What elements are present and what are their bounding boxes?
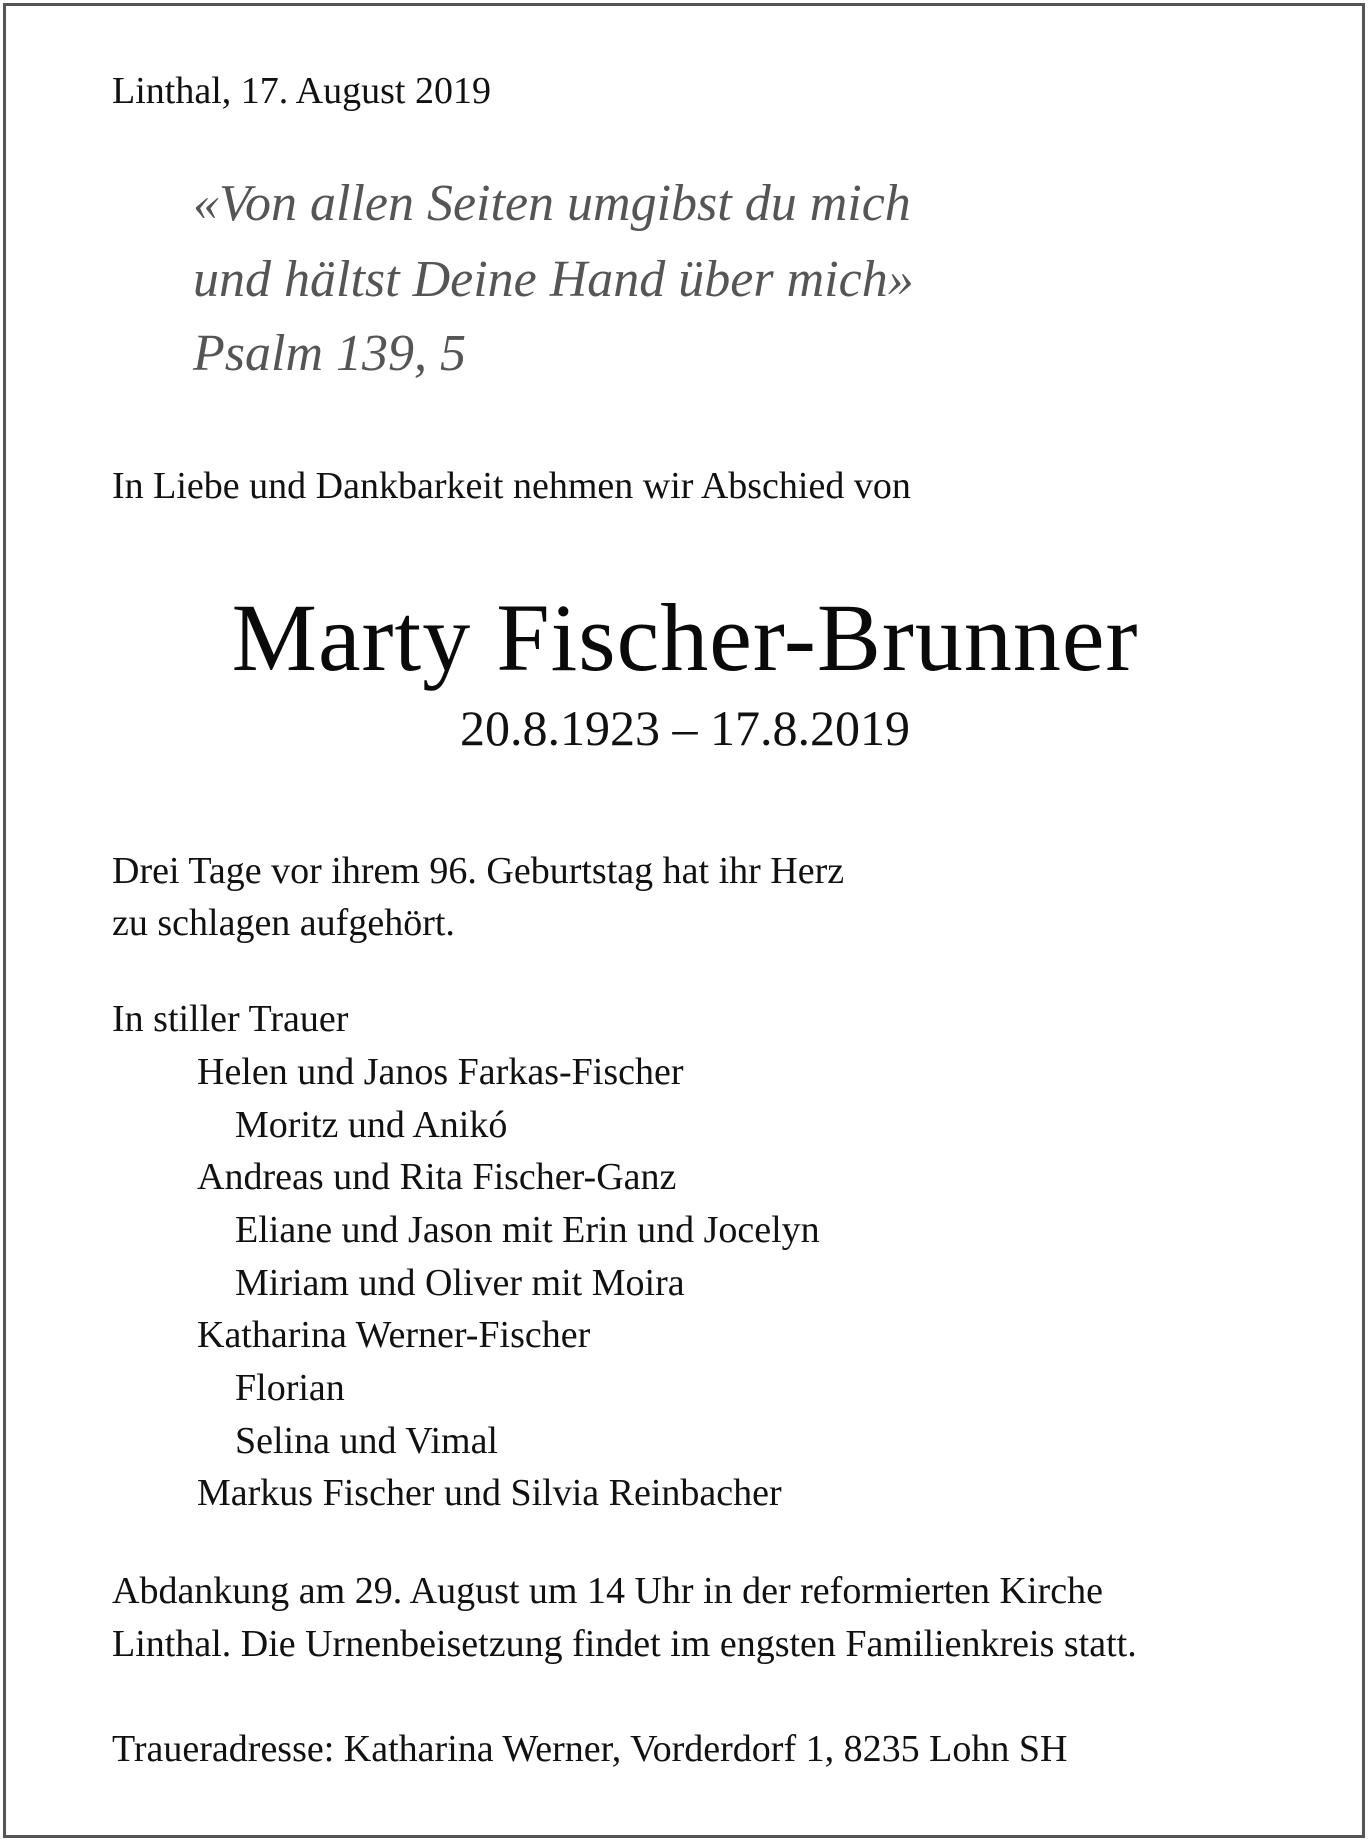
mourner-line: Eliane und Jason mit Erin und Jocelyn bbox=[235, 1209, 820, 1251]
message-line-2: zu schlagen aufgehört. bbox=[112, 902, 455, 944]
message-line-1: Drei Tage vor ihrem 96. Geburtstag hat ihr Herz bbox=[112, 850, 845, 892]
mourner-line: Moritz und Anikó bbox=[235, 1104, 508, 1146]
mourning-address: Traueradresse: Katharina Werner, Vorderdorf 1, 8235 Lohn SH bbox=[112, 1728, 1068, 1770]
ceremony-line-2: Linthal. Die Urnenbeisetzung findet im engsten Familienkreis statt. bbox=[112, 1623, 1137, 1665]
place-date: Linthal, 17. August 2019 bbox=[112, 70, 491, 112]
life-dates: 20.8.1923 – 17.8.2019 bbox=[460, 700, 910, 756]
mourner-line: Katharina Werner-Fischer bbox=[197, 1314, 591, 1356]
intro-text: In Liebe und Dankbarkeit nehmen wir Abschied von bbox=[112, 465, 911, 507]
quote-line-1: «Von allen Seiten umgibst du mich bbox=[193, 175, 911, 232]
mourner-line: Selina und Vimal bbox=[235, 1420, 498, 1462]
mourner-line: Andreas und Rita Fischer-Ganz bbox=[197, 1156, 677, 1198]
quote-source: Psalm 139, 5 bbox=[193, 325, 466, 382]
mourner-line: Helen und Janos Farkas-Fischer bbox=[197, 1051, 684, 1093]
deceased-name: Marty Fischer-Brunner bbox=[231, 584, 1139, 691]
mourner-line: Markus Fischer und Silvia Reinbacher bbox=[197, 1472, 782, 1514]
mourners-heading: In stiller Trauer bbox=[112, 998, 349, 1040]
mourner-line: Florian bbox=[235, 1367, 345, 1409]
ceremony-line-1: Abdankung am 29. August um 14 Uhr in der reformierten Kirche bbox=[112, 1570, 1103, 1612]
quote-line-2: und hältst Deine Hand über mich» bbox=[193, 251, 914, 308]
mourner-line: Miriam und Oliver mit Moira bbox=[235, 1262, 685, 1304]
